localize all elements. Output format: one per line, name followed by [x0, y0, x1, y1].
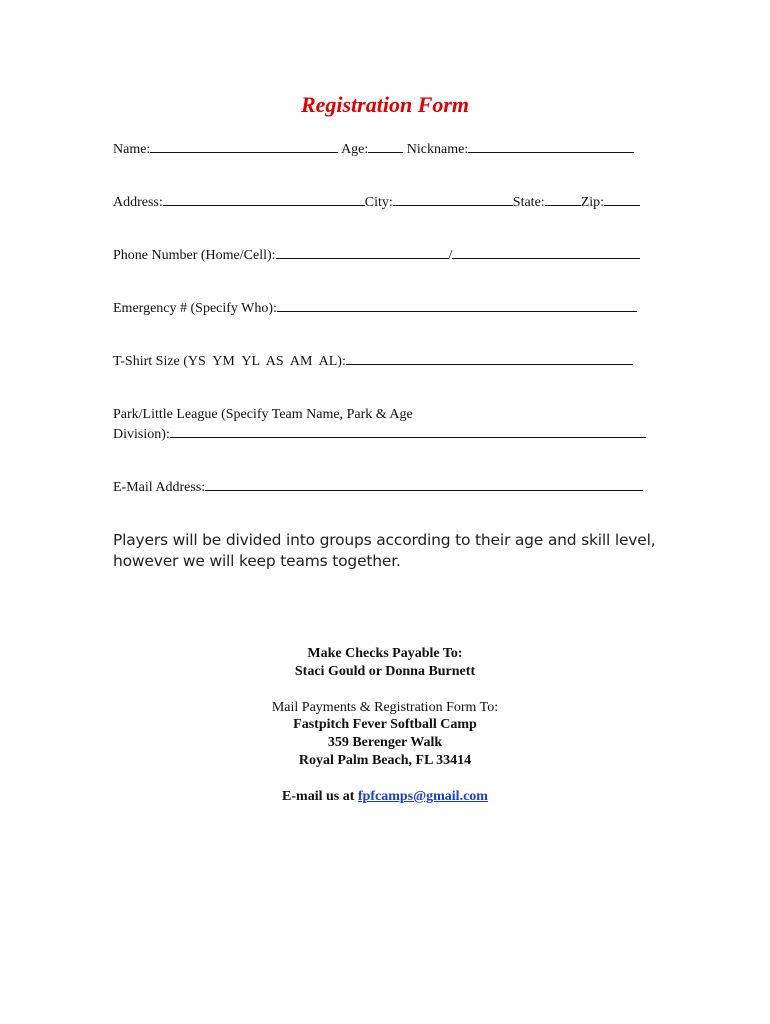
emergency-field[interactable]: [277, 298, 637, 312]
state-field[interactable]: [545, 192, 581, 206]
camp-name: Fastpitch Fever Softball Camp: [293, 717, 477, 732]
note-line-2: however we will keep teams together.: [113, 552, 401, 570]
league-label-line1: Park/Little League (Specify Team Name, Park & Age: [113, 407, 413, 422]
emergency-label: Emergency # (Specify Who):: [113, 301, 277, 316]
address-row: [113, 192, 673, 212]
address-field[interactable]: [163, 192, 365, 206]
phone-label: Phone Number (Home/Cell):: [113, 248, 276, 263]
email-label: E-Mail Address:: [113, 480, 206, 495]
tshirt-field[interactable]: [346, 351, 633, 365]
zip-field[interactable]: [604, 192, 640, 206]
name-row: [113, 139, 673, 159]
email-link[interactable]: fpfcamps@gmail.com: [357, 789, 488, 804]
email-field[interactable]: [205, 477, 643, 491]
email-row: [113, 477, 673, 497]
nickname-label: Nickname:: [406, 142, 469, 157]
page-title: Registration Form: [300, 92, 470, 117]
age-label: Age:: [341, 142, 369, 157]
phone-separator: /: [448, 248, 453, 263]
note-line-1: Players will be divided into groups according to their age and skill level,: [113, 531, 656, 549]
age-field[interactable]: [368, 139, 403, 153]
cell-phone-field[interactable]: [452, 245, 640, 259]
checks-heading: Make Checks Payable To:: [307, 646, 463, 661]
name-field[interactable]: [150, 139, 338, 153]
name-label: Name:: [113, 142, 151, 157]
city-field[interactable]: [393, 192, 513, 206]
emergency-row: [113, 298, 673, 318]
tshirt-row: [113, 351, 673, 371]
street-address: 359 Berenger Walk: [327, 735, 443, 750]
league-row: [113, 405, 673, 444]
phone-row: [113, 245, 673, 265]
tshirt-label: T-Shirt Size (YS YM YL AS AM AL):: [113, 354, 346, 369]
checks-payee: Staci Gould or Donna Burnett: [294, 664, 476, 679]
city-label: City:: [364, 195, 393, 210]
home-phone-field[interactable]: [276, 245, 449, 259]
contact-email-line: [0, 788, 770, 806]
address-label: Address:: [113, 195, 163, 210]
mail-heading: Mail Payments & Registration Form To:: [271, 700, 499, 715]
email-prefix: E-mail us at: [282, 789, 355, 804]
league-field[interactable]: [170, 424, 646, 438]
zip-label: Zip:: [580, 195, 605, 210]
city-state-zip: Royal Palm Beach, FL 33414: [298, 753, 472, 768]
league-label-line2: Division):: [113, 427, 170, 442]
state-label: State:: [512, 195, 545, 210]
grouping-note: [113, 530, 673, 572]
nickname-field[interactable]: [468, 139, 634, 153]
